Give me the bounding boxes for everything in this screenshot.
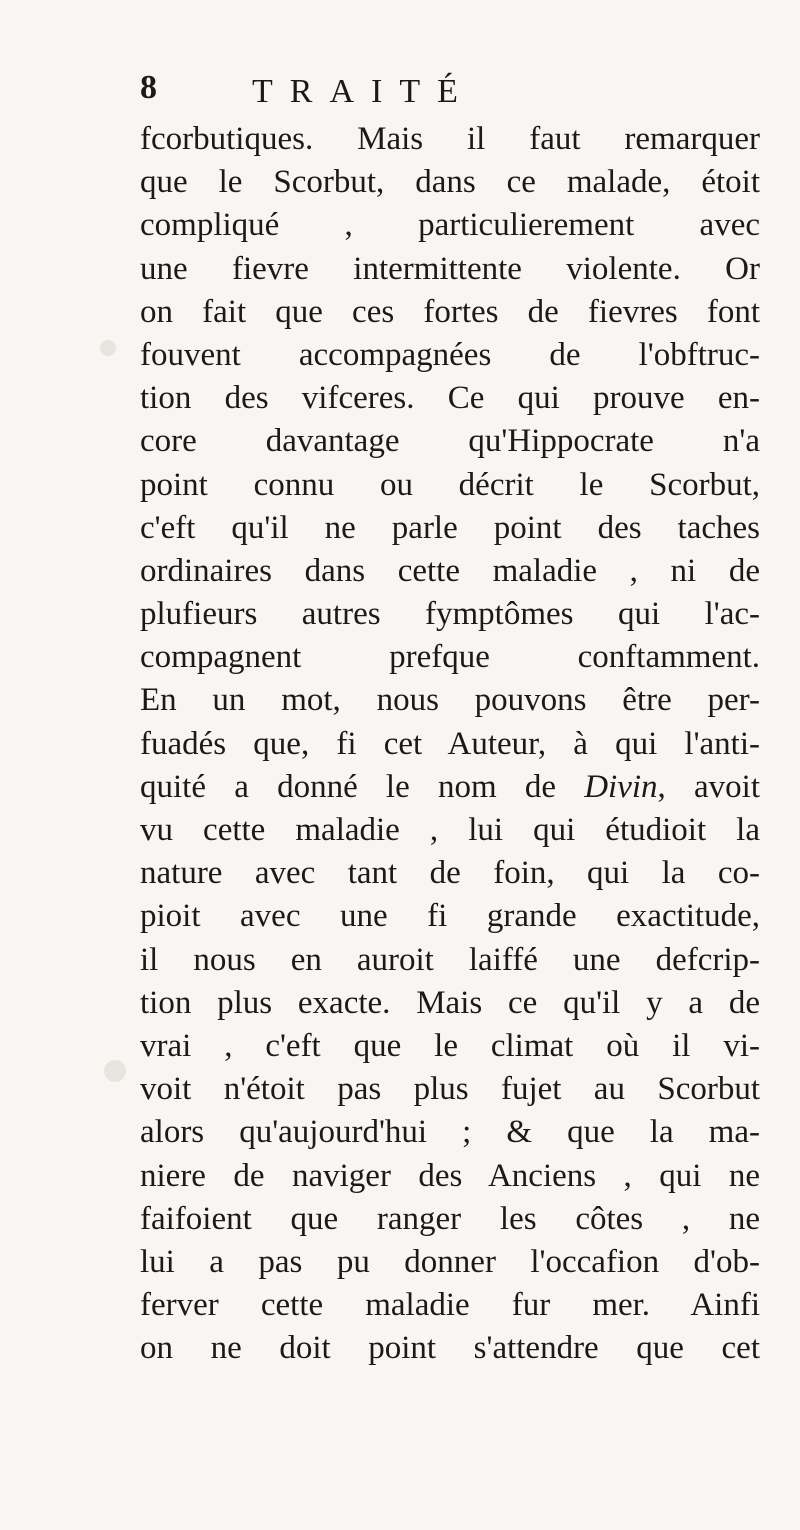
text-line: vu cette maladie , lui qui étudioit la	[140, 812, 760, 848]
text-line: En un mot, nous pouvons être per-	[140, 682, 760, 719]
text-line: point connu ou décrit le Scorbut,	[140, 466, 760, 503]
text-line: core davantage qu'Hippocrate n'a	[140, 423, 760, 460]
text-line: plufieurs autres fymptômes qui l'ac-	[140, 596, 760, 633]
text-line: tion plus exacte. Mais ce qu'il y a de	[140, 984, 760, 1021]
text-line: fuadés que, fi cet Auteur, à qui l'anti-	[140, 725, 760, 762]
text-line: que le Scorbut, dans ce malade, étoit	[140, 164, 760, 201]
text-line: pioit avec une fi grande exactitude,	[140, 898, 760, 935]
page-number: 8	[140, 69, 157, 106]
page-header	[140, 68, 760, 118]
text-line: c'eft qu'il ne parle point des taches	[140, 509, 760, 546]
text-line: compliqué , particulierement avec	[140, 207, 760, 244]
text-line: une fievre intermittente violente. Or	[140, 250, 760, 287]
text-line: on ne doit point s'attendre que cet	[140, 1330, 760, 1367]
text-line: il nous en auroit laiffé une defcrip-	[140, 941, 760, 978]
text-line: ordinaires dans cette maladie , ni de	[140, 552, 760, 589]
italic-word: Divin	[584, 768, 658, 805]
text-line: fouvent accompagnées de l'obftruc-	[140, 336, 760, 373]
running-title: TRAITÉ	[252, 73, 475, 110]
body-text	[140, 118, 760, 1370]
text-line: niere de naviger des Anciens , qui ne	[140, 1157, 760, 1194]
paper-stain	[100, 340, 116, 356]
text-line: nature avec tant de foin, qui la co-	[140, 855, 760, 892]
paper-stain	[104, 1060, 126, 1082]
text-line: alors qu'aujourd'hui ; & que la ma-	[140, 1114, 760, 1151]
text-line: voit n'étoit pas plus fujet au Scorbut	[140, 1071, 760, 1108]
text-line: lui a pas pu donner l'occafion d'ob-	[140, 1243, 760, 1280]
text-line: on fait que ces fortes de fievres font	[140, 293, 760, 330]
text-line: quité a donné le nom de Divin, avoit	[140, 768, 760, 805]
text-line: ferver cette maladie fur mer. Ainfi	[140, 1287, 760, 1324]
text-line: vrai , c'eft que le climat où il vi-	[140, 1027, 760, 1064]
text-line: compagnent prefque conftamment.	[140, 639, 760, 676]
text-line: faifoient que ranger les côtes , ne	[140, 1200, 760, 1237]
text-line: tion des vifceres. Ce qui prouve en-	[140, 380, 760, 417]
text-line: fcorbutiques. Mais il faut remarquer	[140, 121, 760, 157]
